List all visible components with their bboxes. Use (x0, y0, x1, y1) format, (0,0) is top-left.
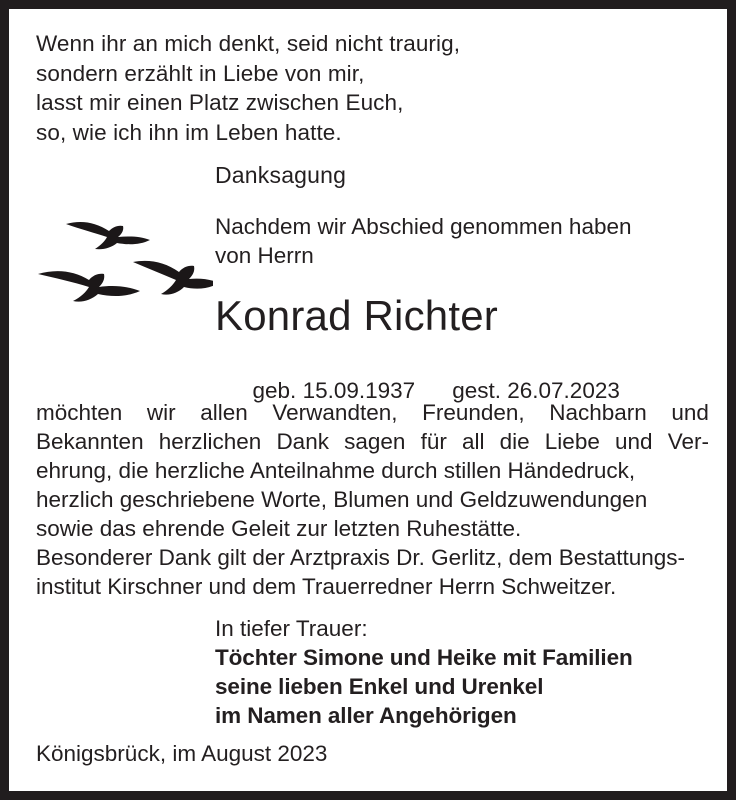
flying-birds-icon (33, 212, 213, 320)
body-word: und (671, 400, 709, 425)
deceased-name: Konrad Richter (215, 292, 498, 339)
intro-text (215, 212, 695, 270)
body-word: sagen (344, 429, 406, 454)
death-date: 26.07.2023 (507, 378, 620, 403)
body-line-7: institut Kirschner und dem Trauerredner Herrn Schweitzer. (36, 574, 617, 599)
poem-line-4: so, wie ich ihn im Leben hatte. (36, 119, 342, 145)
intro-line-2: von Herrn (215, 243, 314, 268)
body-word: Ver- (667, 429, 709, 454)
body-word: allen (200, 400, 248, 425)
poem-line-2: sondern erzählt in Liebe von mir, (36, 60, 365, 86)
body-word: die (499, 429, 530, 454)
body-word: Nachbarn (549, 400, 647, 425)
memorial-poem (36, 29, 676, 147)
body-word: herzlichen (158, 429, 262, 454)
body-word: möchten (36, 400, 123, 425)
poem-line-1: Wenn ihr an mich denkt, seid nicht traurig, (36, 31, 461, 56)
birth-label: geb. (252, 378, 297, 403)
body-word: wir (146, 400, 176, 425)
body-word: Dank (276, 429, 329, 454)
intro-line-1: Nachdem wir Abschied genommen haben (215, 214, 632, 239)
mourner-line-2: seine lieben Enkel und Urenkel (215, 674, 544, 699)
death-label: gest. (452, 378, 501, 403)
thank-you-text (36, 398, 709, 601)
birth-date: 15.09.1937 (302, 378, 416, 403)
body-word: Verwandten, (272, 400, 398, 425)
body-word: Freunden, (422, 400, 525, 425)
body-line-3: ehrung, die herzliche Anteilnahme durch stillen Händedruck, (36, 458, 636, 483)
mourners-block (215, 614, 675, 730)
mourner-line-1: Töchter Simone und Heike mit Familien (215, 645, 633, 670)
body-word: Bekannten (36, 429, 144, 454)
body-word: Liebe (544, 429, 600, 454)
body-line-2 (36, 427, 709, 456)
place-and-date: Königsbrück, im August 2023 (36, 741, 328, 766)
body-line-1 (36, 398, 709, 427)
mourners-intro: In tiefer Trauer: (215, 616, 368, 641)
body-word: all (461, 429, 485, 454)
poem-line-3: lasst mir einen Platz zwischen Euch, (36, 90, 404, 115)
page-title: Danksagung (215, 162, 347, 188)
body-line-4: herzlich geschriebene Worte, Blumen und Geldzuwendungen (36, 487, 648, 512)
notice-content (9, 9, 727, 791)
body-line-6: Besonderer Dank gilt der Arztpraxis Dr. Gerlitz, dem Bestattungs- (36, 545, 686, 570)
mourner-line-3: im Namen aller Angehörigen (215, 703, 517, 728)
body-word: für (420, 429, 447, 454)
body-word: und (615, 429, 653, 454)
body-line-5: sowie das ehrende Geleit zur letzten Ruhestätte. (36, 516, 522, 541)
